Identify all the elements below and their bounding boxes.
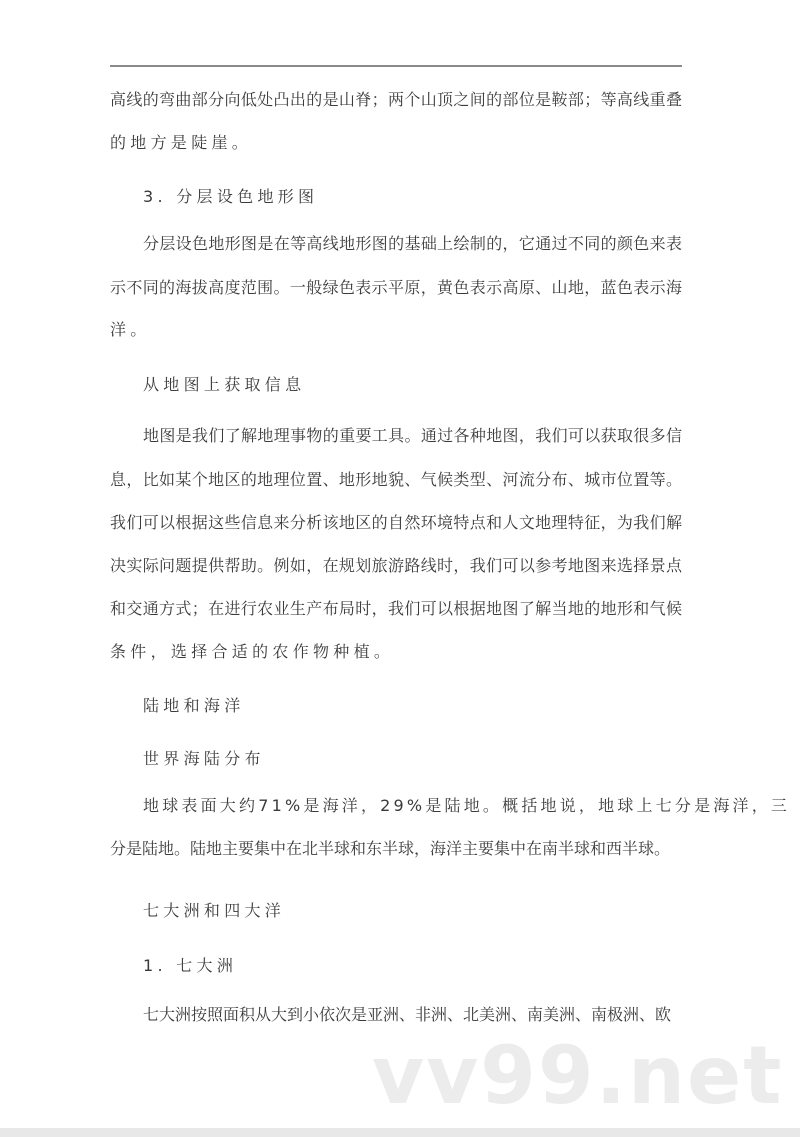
section-heading: 陆地和海洋 bbox=[143, 696, 245, 715]
section-heading: 七大洲和四大洋 bbox=[143, 901, 286, 920]
paragraph-line: 和交通方式；在进行农业生产布局时，我们可以根据地图了解当地的地形和气候 bbox=[110, 599, 682, 618]
paragraph-line: 七大洲按照面积从大到小依次是亚洲、非洲、北美洲、南美洲、南极洲、欧 bbox=[143, 1005, 672, 1024]
paragraph-line: 示不同的海拔高度范围。一般绿色表示平原，黄色表示高原、山地，蓝色表示海 bbox=[110, 278, 682, 297]
paragraph-line: 地球表面大约71%是海洋，29%是陆地。概括地说，地球上七分是海洋，三 bbox=[143, 796, 791, 815]
paragraph-line: 的地方是陡崖。 bbox=[110, 133, 253, 152]
paragraph-line: 我们可以根据这些信息来分析该地区的自然环境特点和人文地理特征，为我们解 bbox=[110, 513, 682, 532]
section-heading: 1. 七大洲 bbox=[143, 956, 238, 975]
section-heading: 从地图上获取信息 bbox=[143, 375, 306, 394]
paragraph-line: 高线的弯曲部分向低处凸出的是山脊；两个山顶之间的部位是鞍部；等高线重叠 bbox=[110, 90, 682, 109]
paragraph-line: 分是陆地。陆地主要集中在北半球和东半球，海洋主要集中在南半球和西半球。 bbox=[110, 839, 671, 858]
paragraph-line: 分层设色地形图是在等高线地形图的基础上绘制的，它通过不同的颜色来表 bbox=[143, 234, 682, 253]
page-bottom-edge bbox=[0, 1128, 800, 1137]
section-heading: 3. 分层设色地形图 bbox=[143, 187, 319, 206]
paragraph-line: 洋。 bbox=[110, 320, 151, 339]
paragraph-line: 息，比如某个地区的地理位置、地形地貌、气候类型、河流分布、城市位置等。 bbox=[110, 470, 682, 489]
paragraph-line: 条件，选择合适的农作物种植。 bbox=[110, 642, 395, 661]
paragraph-line: 地图是我们了解地理事物的重要工具。通过各种地图，我们可以获取很多信 bbox=[143, 426, 682, 445]
header-rule bbox=[110, 65, 682, 67]
paragraph-line: 决实际问题提供帮助。例如，在规划旅游路线时，我们可以参考地图来选择景点 bbox=[110, 556, 682, 575]
watermark: vv99.net bbox=[372, 1029, 784, 1122]
section-heading: 世界海陆分布 bbox=[143, 749, 265, 768]
